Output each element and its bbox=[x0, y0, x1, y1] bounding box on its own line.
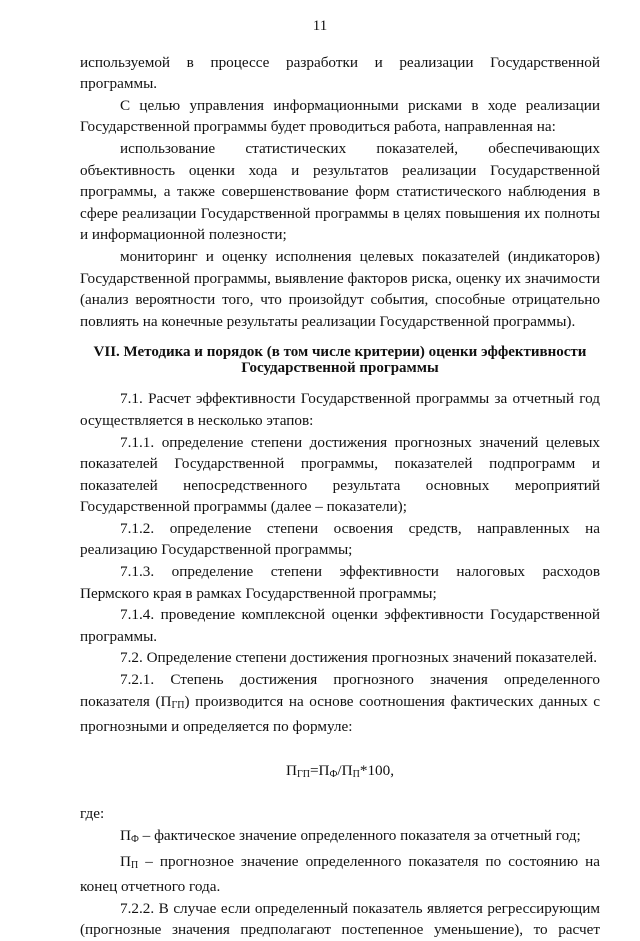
formula-part: *100, bbox=[359, 761, 395, 779]
text: ) производится на основе соотношения фактических данных с прогнозными и определяется по формуле: bbox=[80, 692, 600, 736]
paragraph: 7.1.3. определение степени эффективности налоговых расходов Пермского края в рамках Государственной программы; bbox=[80, 563, 600, 602]
definition-fact bbox=[80, 825, 600, 851]
subscript: Ф bbox=[130, 834, 139, 845]
paragraph: использование статистических показателей, обеспечивающих объективность оценки хода и результатов реализации Государственной программы, а также совершенствование форм статистического наблюдения в сфере реализации Государственной программы в целях повышения их полноты и информационной полезности; bbox=[80, 139, 600, 244]
subscript: П bbox=[130, 859, 139, 871]
paragraph-7-2-2: 7.2.2. В случае если определенный показатель является регрессирующим (прогнозные значения предполагают постепенное уменьшение), то расчет bbox=[80, 899, 600, 939]
definition-forecast bbox=[80, 851, 600, 898]
formula-part: =П bbox=[309, 761, 330, 779]
text: 7.2.1. Степень достижения прогнозного значения определенного показателя (П bbox=[80, 671, 600, 710]
paragraph: 7.1. Расчет эффективности Государственной программы за отчетный год осуществляется в несколько этапов: bbox=[80, 390, 600, 429]
paragraph: 7.2. Определение степени достижения прогнозных значений показателей. bbox=[120, 649, 598, 667]
section-heading: VII. Методика и порядок (в том числе критерии) оценки эффективности Государственной программы bbox=[93, 344, 587, 377]
formula-part: /П bbox=[337, 761, 353, 779]
formula-sub: П bbox=[352, 768, 360, 780]
paragraph: С целью управления информационными рисками в ходе реализации Государственной программы будет проводиться работа, направленная на: bbox=[80, 96, 600, 136]
page-number: 11 bbox=[312, 18, 328, 34]
formula-sub: Ф bbox=[329, 768, 338, 780]
symbol: П bbox=[120, 852, 131, 870]
paragraph: 7.1.2. определение степени освоения средств, направленных на реализацию Государственной программы; bbox=[80, 519, 600, 559]
formula-part: П bbox=[285, 761, 297, 779]
where-label: где: bbox=[80, 805, 105, 823]
subscript: ГП bbox=[171, 699, 185, 711]
paragraph-7-2-1 bbox=[80, 669, 600, 738]
symbol: П bbox=[120, 827, 131, 844]
formula bbox=[80, 760, 600, 786]
paragraph: мониторинг и оценку исполнения целевых показателей (индикаторов) Государственной программы, выявление факторов риска, оценку их значимости (анализ вероятности того, что произойдут события, способные отрицательно повлиять на конечные результаты реализации Государственной программы). bbox=[80, 247, 600, 330]
paragraph: используемой в процессе разработки и реализации Государственной программы. bbox=[80, 53, 600, 93]
text: – фактическое значение определенного показателя за отчетный год; bbox=[138, 827, 581, 844]
paragraph: 7.1.4. проведение комплексной оценки эффективности Государственной программы. bbox=[80, 606, 600, 645]
text: – прогнозное значение определенного показателя по состоянию на конец отчетного года. bbox=[80, 852, 600, 896]
paragraph: 7.1.1. определение степени достижения прогнозных значений целевых показателей Государственной программы, показателей подпрограмм и показателей непосредственного результата основных мероприятий Государственной программы (далее – показатели); bbox=[80, 433, 600, 516]
formula-sub: ГП bbox=[296, 768, 310, 780]
